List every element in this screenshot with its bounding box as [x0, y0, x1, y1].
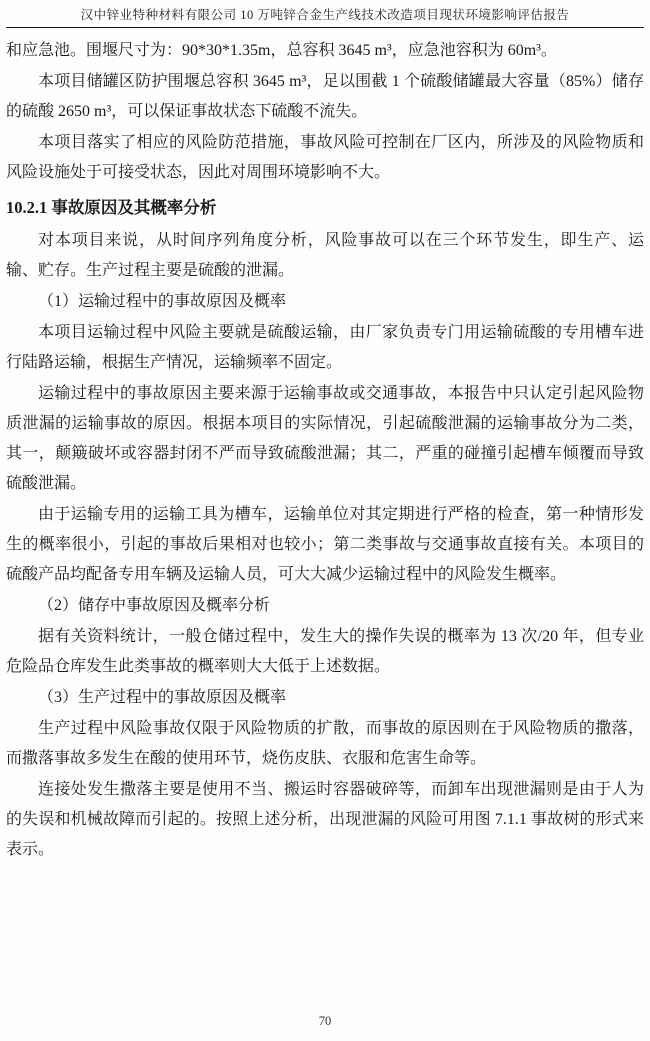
- page-header: [6, 0, 644, 24]
- paragraph: 生产过程中风险事故仅限于风险物质的扩散，而事故的原因则在于风险物质的撒落，而撒落事故多发生在酸的使用环节，烧伤皮肤、衣服和危害生命等。: [6, 720, 644, 767]
- paragraph: 由于运输专用的运输工具为槽车，运输单位对其定期进行严格的检查，第一种情形发生的概率很小，引起的事故后果相对也较小；第二类事故与交通事故直接有关。本项目的硫酸产品均配备专用车辆及运输人员，可大大减少运输过程中的风险发生概率。: [6, 506, 644, 583]
- paragraph: 对本项目来说，从时间序列角度分析，风险事故可以在三个环节发生，即生产、运输、贮存。生产过程主要是硫酸的泄漏。: [6, 232, 644, 279]
- paragraph: 本项目储罐区防护围堰总容积 3645 m³，足以围截 1 个硫酸储罐最大容量（85%）储存的硫酸 2650 m³，可以保证事故状态下硫酸不流失。: [6, 73, 644, 120]
- section-heading: 10.2.1 事故原因及其概率分析: [6, 198, 217, 217]
- paragraph: 本项目运输过程中风险主要就是硫酸运输，由厂家负责专门用运输硫酸的专用槽车进行陆路运输，根据生产情况，运输频率不固定。: [6, 324, 644, 371]
- paragraph-continuation: 和应急池。围堰尺寸为：90*30*1.35m，总容积 3645 m³，应急池容积为 60m³。: [6, 42, 557, 59]
- paragraph: 据有关资料统计，一般仓储过程中，发生大的操作失误的概率为 13 次/20 年，但专业危险品仓库发生此类事故的概率则大大低于上述数据。: [6, 628, 644, 675]
- document-body: [6, 36, 644, 865]
- list-item-2-heading: （2）储存中事故原因及概率分析: [38, 597, 271, 614]
- paragraph: 运输过程中的事故原因主要来源于运输事故或交通事故，本报告中只认定引起风险物质泄漏的运输事故的原因。根据本项目的实际情况，引起硫酸泄漏的运输事故分为二类，其一，颠簸破坏或容器封闭不严而导致硫酸泄漏；其二，严重的碰撞引起槽车倾覆而导致硫酸泄漏。: [6, 385, 644, 492]
- header-title: 汉中锌业特种材料有限公司 10 万吨锌合金生产线技术改造项目现状环境影响评估报告: [80, 8, 570, 22]
- paragraph: 连接处发生撒落主要是使用不当、搬运时容器破碎等，而卸车出现泄漏则是由于人为的失误和机械故障而引起的。按照上述分析，出现泄漏的风险可用图 7.1.1 事故树的形式来表示。: [6, 781, 644, 858]
- paragraph: 本项目落实了相应的风险防范措施，事故风险可控制在厂区内，所涉及的风险物质和风险设施处于可接受状态，因此对周围环境影响不大。: [6, 134, 644, 181]
- list-item-3-heading: （3）生产过程中的事故原因及概率: [38, 689, 287, 706]
- page-footer: [0, 1014, 650, 1029]
- list-item-1-heading: （1）运输过程中的事故原因及概率: [38, 293, 287, 310]
- header-divider: [6, 27, 644, 28]
- page-number: 70: [318, 1014, 332, 1028]
